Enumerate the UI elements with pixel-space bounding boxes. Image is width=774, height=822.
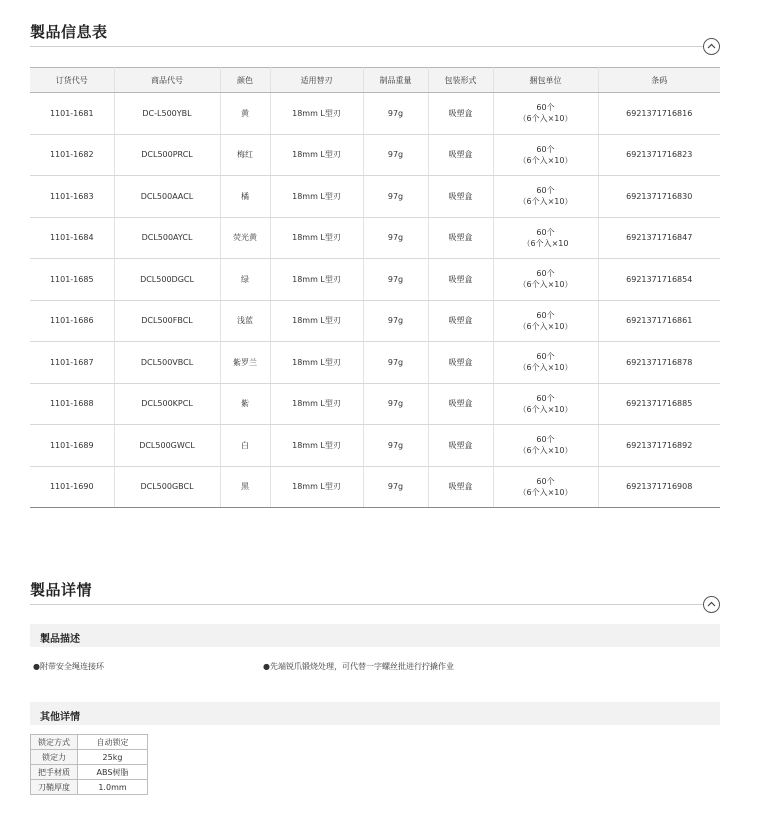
color-cell: 梅红 [220, 134, 270, 176]
pack-unit-detail: （6个入×10） [518, 280, 573, 290]
blade-cell: 18mm L型刃 [270, 217, 363, 259]
pack-unit-count: 60个 [536, 144, 555, 154]
pack-unit-detail: （6个入×10） [518, 155, 573, 165]
product-code-cell: DCL500DGCL [114, 259, 220, 301]
weight-cell: 97g [363, 383, 428, 425]
description-heading-bar [30, 624, 720, 647]
table-row [30, 176, 720, 218]
blade-cell: 18mm L型刃 [270, 134, 363, 176]
weight-cell: 97g [363, 300, 428, 342]
pack-unit-count: 60个 [536, 103, 555, 113]
barcode-cell: 6921371716830 [598, 176, 720, 218]
column-header: 制品重量 [363, 68, 428, 93]
blade-cell: 18mm L型刃 [270, 93, 363, 135]
pack-unit-detail: （6个入×10） [518, 114, 573, 124]
pack-unit-count: 60个 [536, 310, 555, 320]
color-cell: 浅蓝 [220, 300, 270, 342]
package-cell: 吸塑盒 [428, 217, 493, 259]
detail-section-title: 製品详情 [30, 581, 93, 599]
spec-key: 把手材质 [31, 765, 78, 780]
pack-unit-count: 60个 [536, 352, 555, 362]
table-header-row [30, 68, 720, 93]
detail-collapse-button[interactable] [703, 596, 720, 613]
info-section-title: 製品信息表 [30, 23, 108, 41]
weight-cell: 97g [363, 342, 428, 384]
weight-cell: 97g [363, 425, 428, 467]
column-header: 订货代号 [30, 68, 114, 93]
info-section-header [30, 25, 720, 47]
order-code-cell: 1101-1685 [30, 259, 114, 301]
table-row [30, 93, 720, 135]
product-code-cell: DCL500GBCL [114, 466, 220, 508]
pack-unit-detail: （6个入×10） [518, 197, 573, 207]
barcode-cell: 6921371716823 [598, 134, 720, 176]
pack-unit-detail: （6个入×10） [518, 404, 573, 414]
pack-unit-cell [493, 300, 598, 342]
package-cell: 吸塑盒 [428, 134, 493, 176]
color-cell: 白 [220, 425, 270, 467]
spec-row [31, 735, 148, 750]
package-cell: 吸塑盒 [428, 259, 493, 301]
blade-cell: 18mm L型刃 [270, 383, 363, 425]
order-code-cell: 1101-1687 [30, 342, 114, 384]
order-code-cell: 1101-1686 [30, 300, 114, 342]
color-cell: 黑 [220, 466, 270, 508]
spec-value: ABS树脂 [78, 765, 148, 780]
chevron-up-icon [707, 600, 716, 609]
column-header: 适用替刃 [270, 68, 363, 93]
table-row [30, 300, 720, 342]
spec-key: 锁定方式 [31, 735, 78, 750]
chevron-up-icon [707, 42, 716, 51]
barcode-cell: 6921371716885 [598, 383, 720, 425]
pack-unit-cell [493, 134, 598, 176]
pack-unit-detail: （6个入×10） [518, 363, 573, 373]
pack-unit-count: 60个 [536, 186, 555, 196]
description-item: ●附带安全绳连接环 [33, 662, 104, 671]
pack-unit-detail: （6个入×10） [518, 446, 573, 456]
weight-cell: 97g [363, 93, 428, 135]
detail-section-header [30, 583, 720, 605]
barcode-cell: 6921371716861 [598, 300, 720, 342]
color-cell: 绿 [220, 259, 270, 301]
blade-cell: 18mm L型刃 [270, 176, 363, 218]
barcode-cell: 6921371716908 [598, 466, 720, 508]
blade-cell: 18mm L型刃 [270, 259, 363, 301]
pack-unit-cell [493, 342, 598, 384]
pack-unit-count: 60个 [536, 269, 555, 279]
column-header: 颜色 [220, 68, 270, 93]
weight-cell: 97g [363, 176, 428, 218]
pack-unit-cell [493, 93, 598, 135]
spec-key: 刀鞘厚度 [31, 780, 78, 795]
weight-cell: 97g [363, 466, 428, 508]
pack-unit-cell [493, 466, 598, 508]
spec-row [31, 780, 148, 795]
pack-unit-count: 60个 [536, 476, 555, 486]
order-code-cell: 1101-1688 [30, 383, 114, 425]
table-row [30, 342, 720, 384]
spec-table [30, 734, 148, 795]
pack-unit-detail: （6个入×10） [518, 321, 573, 331]
color-cell: 荧光黄 [220, 217, 270, 259]
product-code-cell: DCL500KPCL [114, 383, 220, 425]
column-header: 包装形式 [428, 68, 493, 93]
order-code-cell: 1101-1690 [30, 466, 114, 508]
package-cell: 吸塑盒 [428, 342, 493, 384]
color-cell: 紫 [220, 383, 270, 425]
barcode-cell: 6921371716847 [598, 217, 720, 259]
package-cell: 吸塑盒 [428, 466, 493, 508]
order-code-cell: 1101-1683 [30, 176, 114, 218]
pack-unit-detail: （6个入×10 [522, 238, 569, 248]
product-code-cell: DCL500VBCL [114, 342, 220, 384]
table-row [30, 217, 720, 259]
weight-cell: 97g [363, 134, 428, 176]
pack-unit-count: 60个 [536, 393, 555, 403]
barcode-cell: 6921371716816 [598, 93, 720, 135]
spec-row [31, 750, 148, 765]
barcode-cell: 6921371716878 [598, 342, 720, 384]
spec-value: 1.0mm [78, 780, 148, 795]
table-row [30, 259, 720, 301]
column-header: 条码 [598, 68, 720, 93]
package-cell: 吸塑盒 [428, 176, 493, 218]
pack-unit-cell [493, 217, 598, 259]
package-cell: 吸塑盒 [428, 300, 493, 342]
product-code-cell: DCL500AACL [114, 176, 220, 218]
color-cell: 橘 [220, 176, 270, 218]
other-details-heading-bar [30, 702, 720, 725]
table-row [30, 425, 720, 467]
pack-unit-count: 60个 [536, 435, 555, 445]
product-code-cell: DC-L500YBL [114, 93, 220, 135]
weight-cell: 97g [363, 217, 428, 259]
spec-row [31, 765, 148, 780]
order-code-cell: 1101-1681 [30, 93, 114, 135]
barcode-cell: 6921371716854 [598, 259, 720, 301]
info-collapse-button[interactable] [703, 38, 720, 55]
package-cell: 吸塑盒 [428, 425, 493, 467]
column-header: 捆包单位 [493, 68, 598, 93]
spec-key: 锁定力 [31, 750, 78, 765]
pack-unit-cell [493, 259, 598, 301]
table-row [30, 466, 720, 508]
package-cell: 吸塑盒 [428, 93, 493, 135]
weight-cell: 97g [363, 259, 428, 301]
blade-cell: 18mm L型刃 [270, 466, 363, 508]
blade-cell: 18mm L型刃 [270, 425, 363, 467]
blade-cell: 18mm L型刃 [270, 300, 363, 342]
order-code-cell: 1101-1682 [30, 134, 114, 176]
spec-value: 25kg [78, 750, 148, 765]
package-cell: 吸塑盒 [428, 383, 493, 425]
spec-value: 自动锁定 [78, 735, 148, 750]
color-cell: 黄 [220, 93, 270, 135]
product-code-cell: DCL500AYCL [114, 217, 220, 259]
order-code-cell: 1101-1684 [30, 217, 114, 259]
pack-unit-count: 60个 [536, 227, 555, 237]
pack-unit-cell [493, 176, 598, 218]
order-code-cell: 1101-1689 [30, 425, 114, 467]
product-code-cell: DCL500PRCL [114, 134, 220, 176]
description-item: ●先端锐爪锻烧处理，可代替一字螺丝批进行拧撬作业 [263, 662, 454, 671]
other-details-heading: 其他详情 [40, 712, 80, 723]
color-cell: 紫罗兰 [220, 342, 270, 384]
product-code-cell: DCL500FBCL [114, 300, 220, 342]
blade-cell: 18mm L型刃 [270, 342, 363, 384]
pack-unit-cell [493, 425, 598, 467]
product-code-cell: DCL500GWCL [114, 425, 220, 467]
description-heading: 製品描述 [40, 634, 80, 645]
table-row [30, 134, 720, 176]
column-header: 商品代号 [114, 68, 220, 93]
product-info-table [30, 67, 720, 508]
barcode-cell: 6921371716892 [598, 425, 720, 467]
pack-unit-detail: （6个入×10） [518, 487, 573, 497]
pack-unit-cell [493, 383, 598, 425]
table-row [30, 383, 720, 425]
